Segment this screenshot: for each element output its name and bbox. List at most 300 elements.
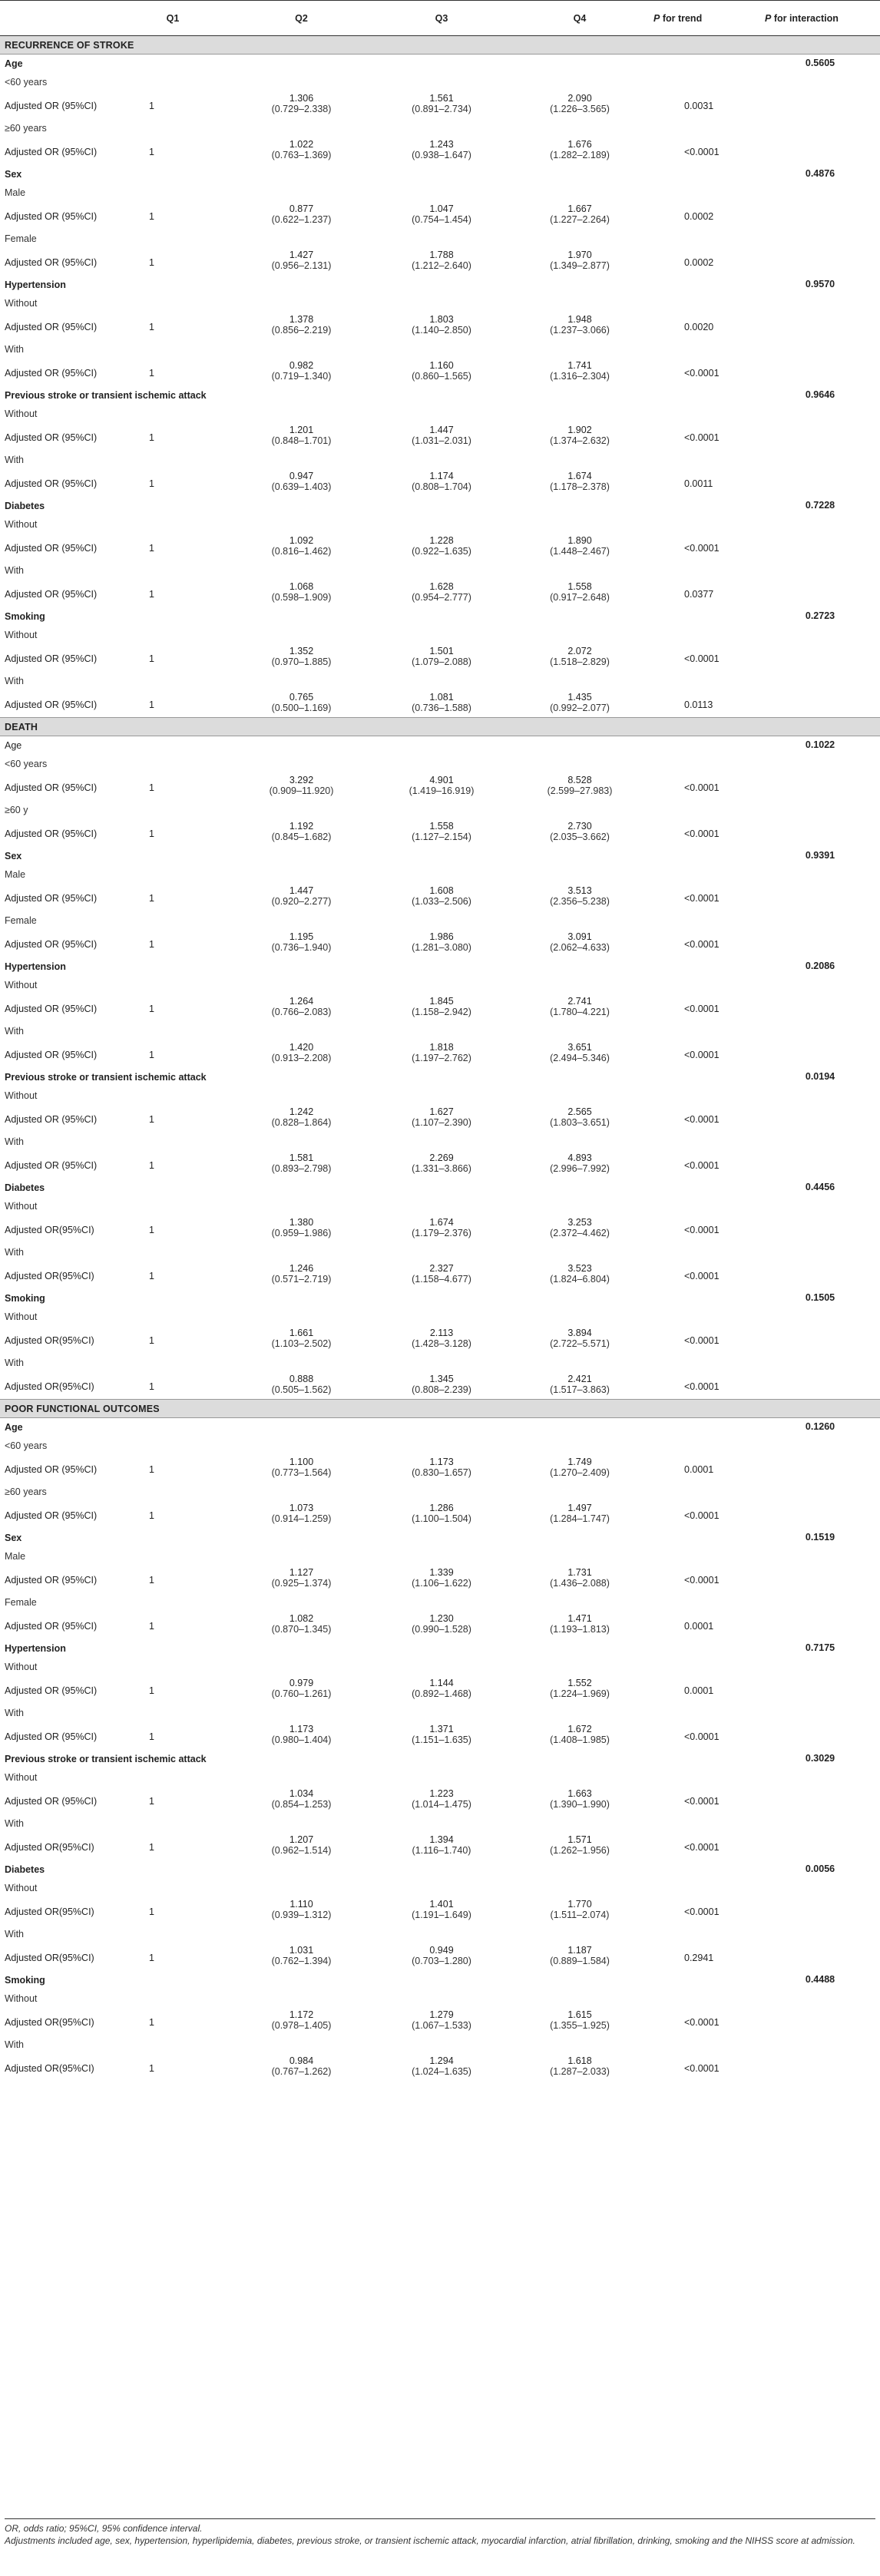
q2-or: 1.201 xyxy=(289,424,314,435)
subgroup-label: ≥60 years xyxy=(5,122,47,134)
q2-cell xyxy=(230,1105,372,1133)
p-interaction-empty xyxy=(760,534,880,561)
q4-ci: (1.284–1.747) xyxy=(550,1513,610,1524)
q3-or: 2.113 xyxy=(429,1327,454,1338)
group-name: Age xyxy=(5,1421,23,1433)
row-label: Adjusted OR (95%CI) xyxy=(5,782,98,793)
p-interaction-empty xyxy=(760,1326,880,1354)
p-interaction-empty xyxy=(760,1372,880,1400)
group-name: Smoking xyxy=(5,1974,45,1986)
subgroup-label: With xyxy=(5,2039,24,2050)
subgroup-label: Without xyxy=(5,408,38,419)
subgroup-row xyxy=(0,184,880,202)
subgroup-row xyxy=(0,911,880,930)
subgroup-row xyxy=(0,1658,880,1676)
q2-or: 0.947 xyxy=(289,470,314,481)
p-trend: <0.0001 xyxy=(684,1841,720,1853)
q4-ci: (1.316–2.304) xyxy=(550,370,610,382)
subgroup-row xyxy=(0,1483,880,1501)
q3-cell xyxy=(372,1215,511,1243)
q4-or: 4.893 xyxy=(567,1152,592,1163)
group-name: Diabetes xyxy=(5,1182,45,1193)
subgroup-row xyxy=(0,1243,880,1262)
q4-cell xyxy=(511,1676,649,1704)
subgroup-label: Without xyxy=(5,979,38,990)
q3-or: 1.394 xyxy=(429,1834,454,1845)
q3-ci: (1.428–3.128) xyxy=(412,1338,471,1349)
q3-cell xyxy=(372,819,511,847)
q2-cell xyxy=(230,1372,372,1400)
q4-or: 2.741 xyxy=(567,995,592,1007)
q2-cell xyxy=(230,1455,372,1483)
q4-or: 1.741 xyxy=(567,359,592,371)
q4-ci: (1.287–2.033) xyxy=(550,2065,610,2077)
q4-cell xyxy=(511,884,649,911)
p-interaction-empty xyxy=(760,580,880,607)
data-row xyxy=(0,773,880,801)
q2-ci: (0.956–2.131) xyxy=(271,260,332,271)
q4-cell xyxy=(511,2008,649,2035)
data-row xyxy=(0,534,880,561)
q4-cell xyxy=(511,773,649,801)
q4-or: 2.565 xyxy=(567,1106,592,1117)
subgroup-label: Without xyxy=(5,1090,38,1101)
q3-or: 1.627 xyxy=(429,1106,454,1117)
q2-or: 1.581 xyxy=(289,1152,314,1163)
row-label: Adjusted OR (95%CI) xyxy=(5,256,98,268)
p-interaction: 0.2086 xyxy=(805,960,835,971)
footnote-abbreviations: OR, odds ratio; 95%CI, 95% confidence interval. xyxy=(5,2523,203,2534)
q4-or: 1.948 xyxy=(567,313,592,325)
q1-value: 1 xyxy=(149,146,154,157)
q1-value: 1 xyxy=(149,1731,154,1742)
data-row xyxy=(0,1326,880,1354)
q3-cell xyxy=(372,2054,511,2082)
q1-value: 1 xyxy=(149,892,154,904)
q4-ci: (2.996–7.992) xyxy=(550,1162,610,1174)
row-label: Adjusted OR(95%CI) xyxy=(5,1334,94,1346)
q4-or: 3.513 xyxy=(567,885,592,896)
q2-or: 1.306 xyxy=(289,92,314,104)
group-row xyxy=(0,1068,880,1086)
q3-ci: (0.808–2.239) xyxy=(412,1384,471,1395)
q2-ci: (0.500–1.169) xyxy=(271,702,332,713)
q4-or: 1.890 xyxy=(567,534,592,546)
q2-or: 1.661 xyxy=(289,1327,314,1338)
q3-ci: (0.892–1.468) xyxy=(412,1688,471,1699)
group-name: Diabetes xyxy=(5,500,45,511)
p-interaction-empty xyxy=(760,423,880,451)
subgroup-row xyxy=(0,1308,880,1326)
group-row xyxy=(0,276,880,294)
q3-ci: (1.033–2.506) xyxy=(412,895,471,907)
q2-or: 1.246 xyxy=(289,1262,314,1274)
group-row xyxy=(0,497,880,515)
q4-ci: (2.494–5.346) xyxy=(550,1052,610,1063)
p-interaction: 0.9646 xyxy=(805,389,835,400)
group-name: Age xyxy=(5,58,23,69)
q3-ci: (1.158–2.942) xyxy=(412,1006,471,1017)
q2-cell xyxy=(230,690,372,718)
q2-cell xyxy=(230,1943,372,1971)
subgroup-label: Without xyxy=(5,518,38,530)
subgroup-label: With xyxy=(5,1928,24,1939)
q3-ci: (1.179–2.376) xyxy=(412,1227,471,1238)
data-row xyxy=(0,1215,880,1243)
p-trend: <0.0001 xyxy=(684,892,720,904)
q4-or: 8.528 xyxy=(567,774,592,785)
row-label: Adjusted OR (95%CI) xyxy=(5,1049,98,1060)
q3-cell xyxy=(372,137,511,165)
data-row xyxy=(0,1612,880,1639)
q1-value: 1 xyxy=(149,828,154,839)
q3-or: 1.294 xyxy=(429,2055,454,2066)
table-footnotes xyxy=(5,2518,875,2547)
q2-cell xyxy=(230,248,372,276)
q3-cell xyxy=(372,91,511,119)
p-trend: <0.0001 xyxy=(684,1510,720,1521)
q1-value: 1 xyxy=(149,1049,154,1060)
p-interaction: 0.0194 xyxy=(805,1070,835,1082)
q4-or: 1.749 xyxy=(567,1456,592,1467)
q3-cell xyxy=(372,1372,511,1400)
q3-cell xyxy=(372,1897,511,1925)
group-name: Sex xyxy=(5,1532,22,1543)
q3-or: 1.228 xyxy=(429,534,454,546)
q4-cell xyxy=(511,534,649,561)
data-row xyxy=(0,1040,880,1068)
p-trend: <0.0001 xyxy=(684,1795,720,1807)
header-q3: Q3 xyxy=(372,1,511,36)
row-label: Adjusted OR (95%CI) xyxy=(5,432,98,443)
q4-or: 1.471 xyxy=(567,1612,592,1624)
subgroup-label: Without xyxy=(5,1200,38,1212)
q2-cell xyxy=(230,312,372,340)
q3-cell xyxy=(372,1676,511,1704)
p-trend: <0.0001 xyxy=(684,432,720,443)
q4-cell xyxy=(511,1215,649,1243)
header-q4: Q4 xyxy=(511,1,649,36)
p-interaction-empty xyxy=(760,930,880,957)
row-label: Adjusted OR (95%CI) xyxy=(5,367,98,379)
q1-value: 1 xyxy=(149,100,154,111)
q4-ci: (1.227–2.264) xyxy=(550,213,610,225)
subgroup-label: ≥60 years xyxy=(5,1486,47,1497)
q3-ci: (0.990–1.528) xyxy=(412,1623,471,1635)
q2-or: 1.378 xyxy=(289,313,314,325)
q2-or: 1.022 xyxy=(289,138,314,150)
q3-cell xyxy=(372,1151,511,1179)
p-trend: <0.0001 xyxy=(684,1113,720,1125)
subgroup-row xyxy=(0,1437,880,1455)
q3-ci: (0.830–1.657) xyxy=(412,1467,471,1478)
data-row xyxy=(0,469,880,497)
q2-cell xyxy=(230,1151,372,1179)
p-trend: <0.0001 xyxy=(684,146,720,157)
subgroup-row xyxy=(0,1814,880,1833)
q3-ci: (1.151–1.635) xyxy=(412,1734,471,1745)
q4-or: 1.615 xyxy=(567,2009,592,2020)
data-row xyxy=(0,644,880,672)
row-label: Adjusted OR (95%CI) xyxy=(5,1620,98,1632)
subgroup-row xyxy=(0,801,880,819)
row-label: Adjusted OR (95%CI) xyxy=(5,542,98,554)
q4-cell xyxy=(511,1372,649,1400)
data-row xyxy=(0,1262,880,1289)
row-label: Adjusted OR(95%CI) xyxy=(5,1906,94,1917)
q3-ci: (1.212–2.640) xyxy=(412,260,471,271)
q4-or: 1.731 xyxy=(567,1566,592,1578)
q3-cell xyxy=(372,423,511,451)
q1-value: 1 xyxy=(149,256,154,268)
q4-ci: (1.224–1.969) xyxy=(550,1688,610,1699)
q4-ci: (0.992–2.077) xyxy=(550,702,610,713)
q1-value: 1 xyxy=(149,1463,154,1475)
group-row xyxy=(0,1860,880,1879)
q2-ci: (0.622–1.237) xyxy=(271,213,332,225)
q4-ci: (1.803–3.651) xyxy=(550,1116,610,1128)
section-header-row xyxy=(0,36,880,55)
q3-or: 1.558 xyxy=(429,820,454,832)
q3-or: 1.447 xyxy=(429,424,454,435)
q2-or: 1.420 xyxy=(289,1041,314,1053)
header-p-interaction xyxy=(760,1,880,36)
p-trend: <0.0001 xyxy=(684,1381,720,1392)
header-p-interaction-p: P xyxy=(765,12,772,24)
row-label: Adjusted OR (95%CI) xyxy=(5,1159,98,1171)
q2-ci: (0.980–1.404) xyxy=(271,1734,332,1745)
q4-cell xyxy=(511,1040,649,1068)
data-row xyxy=(0,1787,880,1814)
data-row xyxy=(0,884,880,911)
q2-or: 1.172 xyxy=(289,2009,314,2020)
q4-or: 1.558 xyxy=(567,580,592,592)
row-label: Adjusted OR(95%CI) xyxy=(5,2016,94,2028)
subgroup-row xyxy=(0,1197,880,1215)
p-trend: <0.0001 xyxy=(684,1334,720,1346)
q2-ci: (0.962–1.514) xyxy=(271,1844,332,1856)
header-p-trend-rest: for trend xyxy=(660,12,703,24)
q3-ci: (0.860–1.565) xyxy=(412,370,471,382)
group-name: Hypertension xyxy=(5,1642,66,1654)
q3-or: 1.501 xyxy=(429,645,454,656)
p-interaction: 0.1505 xyxy=(805,1291,835,1303)
q2-cell xyxy=(230,773,372,801)
p-interaction: 0.9570 xyxy=(805,278,835,289)
q1-value: 1 xyxy=(149,1510,154,1521)
p-interaction-empty xyxy=(760,1501,880,1529)
q3-or: 1.371 xyxy=(429,1723,454,1734)
q3-ci: (1.140–2.850) xyxy=(412,324,471,336)
p-trend: 0.0001 xyxy=(684,1620,714,1632)
q3-ci: (0.754–1.454) xyxy=(412,213,471,225)
q2-cell xyxy=(230,1040,372,1068)
p-interaction: 0.0056 xyxy=(805,1863,835,1874)
q2-cell xyxy=(230,580,372,607)
q3-or: 1.986 xyxy=(429,931,454,942)
group-name: Sex xyxy=(5,168,22,180)
q1-value: 1 xyxy=(149,1906,154,1917)
subgroup-row xyxy=(0,1879,880,1897)
q2-or: 1.127 xyxy=(289,1566,314,1578)
q2-or: 1.447 xyxy=(289,885,314,896)
p-trend: 0.0031 xyxy=(684,100,714,111)
row-label: Adjusted OR (95%CI) xyxy=(5,828,98,839)
q1-value: 1 xyxy=(149,1381,154,1392)
q3-cell xyxy=(372,2008,511,2035)
subgroup-label: Male xyxy=(5,868,26,880)
p-trend: <0.0001 xyxy=(684,782,720,793)
subgroup-label: Without xyxy=(5,1992,38,2004)
row-label: Adjusted OR (95%CI) xyxy=(5,892,98,904)
q3-or: 0.949 xyxy=(429,1944,454,1956)
q4-cell xyxy=(511,1787,649,1814)
q4-or: 1.674 xyxy=(567,470,592,481)
q2-or: 1.352 xyxy=(289,645,314,656)
q4-or: 3.894 xyxy=(567,1327,592,1338)
q3-or: 1.674 xyxy=(429,1216,454,1228)
q3-ci: (1.100–1.504) xyxy=(412,1513,471,1524)
q2-ci: (0.920–2.277) xyxy=(271,895,332,907)
q2-ci: (0.736–1.940) xyxy=(271,941,332,953)
row-label: Adjusted OR (95%CI) xyxy=(5,1510,98,1521)
q4-cell xyxy=(511,1566,649,1593)
q3-ci: (0.703–1.280) xyxy=(412,1955,471,1966)
subgroup-label: <60 years xyxy=(5,758,48,769)
q3-ci: (1.281–3.080) xyxy=(412,941,471,953)
q3-or: 1.144 xyxy=(429,1677,454,1688)
q3-ci: (0.954–2.777) xyxy=(412,591,471,603)
q2-or: 1.192 xyxy=(289,820,314,832)
subgroup-label: Female xyxy=(5,1596,37,1608)
subgroup-row xyxy=(0,1593,880,1612)
q4-ci: (1.780–4.221) xyxy=(550,1006,610,1017)
q2-cell xyxy=(230,359,372,386)
q4-or: 1.663 xyxy=(567,1787,592,1799)
group-row xyxy=(0,165,880,184)
p-trend: <0.0001 xyxy=(684,1731,720,1742)
q2-or: 3.292 xyxy=(289,774,314,785)
group-row xyxy=(0,386,880,405)
row-label: Adjusted OR (95%CI) xyxy=(5,1685,98,1696)
p-trend: 0.0020 xyxy=(684,321,714,332)
group-name: Hypertension xyxy=(5,961,66,972)
q3-or: 1.173 xyxy=(429,1456,454,1467)
data-row xyxy=(0,819,880,847)
subgroup-row xyxy=(0,755,880,773)
q4-ci: (1.390–1.990) xyxy=(550,1798,610,1810)
q4-ci: (1.517–3.863) xyxy=(550,1384,610,1395)
p-trend: <0.0001 xyxy=(684,2016,720,2028)
section-header-row xyxy=(0,718,880,736)
group-row xyxy=(0,1971,880,1989)
q1-value: 1 xyxy=(149,1003,154,1014)
q4-ci: (2.722–5.571) xyxy=(550,1338,610,1349)
q4-cell xyxy=(511,580,649,607)
row-label: Adjusted OR (95%CI) xyxy=(5,146,98,157)
q3-ci: (1.014–1.475) xyxy=(412,1798,471,1810)
q4-or: 2.090 xyxy=(567,92,592,104)
subgroup-row xyxy=(0,976,880,994)
q3-ci: (1.197–2.762) xyxy=(412,1052,471,1063)
q4-cell xyxy=(511,202,649,230)
q3-cell xyxy=(372,1943,511,1971)
p-interaction-empty xyxy=(760,819,880,847)
q3-or: 1.788 xyxy=(429,249,454,260)
p-trend: <0.0001 xyxy=(684,653,720,664)
row-label: Adjusted OR (95%CI) xyxy=(5,1795,98,1807)
q2-cell xyxy=(230,994,372,1022)
q2-ci: (0.598–1.909) xyxy=(271,591,332,603)
subgroup-label: Without xyxy=(5,1882,38,1893)
q4-ci: (1.355–1.925) xyxy=(550,2019,610,2031)
subgroup-row xyxy=(0,561,880,580)
q2-cell xyxy=(230,819,372,847)
p-trend: <0.0001 xyxy=(684,828,720,839)
q4-cell xyxy=(511,1722,649,1750)
row-label: Adjusted OR(95%CI) xyxy=(5,1270,94,1281)
group-row xyxy=(0,1289,880,1308)
q2-or: 1.242 xyxy=(289,1106,314,1117)
row-label: Adjusted OR(95%CI) xyxy=(5,2062,94,2074)
q2-cell xyxy=(230,1787,372,1814)
q4-cell xyxy=(511,930,649,957)
subgroup-label: With xyxy=(5,1025,24,1037)
q3-or: 1.243 xyxy=(429,138,454,150)
q3-cell xyxy=(372,1262,511,1289)
q2-or: 1.264 xyxy=(289,995,314,1007)
data-row xyxy=(0,1566,880,1593)
q3-ci: (1.024–1.635) xyxy=(412,2065,471,2077)
q4-ci: (0.889–1.584) xyxy=(550,1955,610,1966)
q2-cell xyxy=(230,930,372,957)
p-interaction-empty xyxy=(760,1455,880,1483)
q2-or: 0.984 xyxy=(289,2055,314,2066)
q4-cell xyxy=(511,1326,649,1354)
q2-cell xyxy=(230,644,372,672)
q2-or: 1.100 xyxy=(289,1456,314,1467)
q2-ci: (0.913–2.208) xyxy=(271,1052,332,1063)
group-name: Smoking xyxy=(5,610,45,622)
q4-cell xyxy=(511,469,649,497)
data-row xyxy=(0,690,880,718)
subgroup-label: <60 years xyxy=(5,76,48,88)
q4-or: 3.253 xyxy=(567,1216,592,1228)
subgroup-label: Without xyxy=(5,1771,38,1783)
q2-ci: (0.848–1.701) xyxy=(271,435,332,446)
subgroup-label: With xyxy=(5,1136,24,1147)
q3-cell xyxy=(372,580,511,607)
row-label: Adjusted OR (95%CI) xyxy=(5,1113,98,1125)
q4-ci: (2.372–4.462) xyxy=(550,1227,610,1238)
group-name: Previous stroke or transient ischemic attack xyxy=(5,389,207,401)
data-row xyxy=(0,423,880,451)
subgroup-row xyxy=(0,230,880,248)
p-interaction-empty xyxy=(760,884,880,911)
p-interaction: 0.4488 xyxy=(805,1973,835,1985)
q2-ci: (0.970–1.885) xyxy=(271,656,332,667)
q4-cell xyxy=(511,248,649,276)
q4-or: 3.091 xyxy=(567,931,592,942)
row-label: Adjusted OR (95%CI) xyxy=(5,653,98,664)
q3-ci: (1.331–3.866) xyxy=(412,1162,471,1174)
subgroup-label: Without xyxy=(5,1661,38,1672)
q1-value: 1 xyxy=(149,699,154,710)
header-q1: Q1 xyxy=(115,1,230,36)
q3-ci: (1.106–1.622) xyxy=(412,1577,471,1589)
subgroup-row xyxy=(0,515,880,534)
q2-or: 1.068 xyxy=(289,580,314,592)
